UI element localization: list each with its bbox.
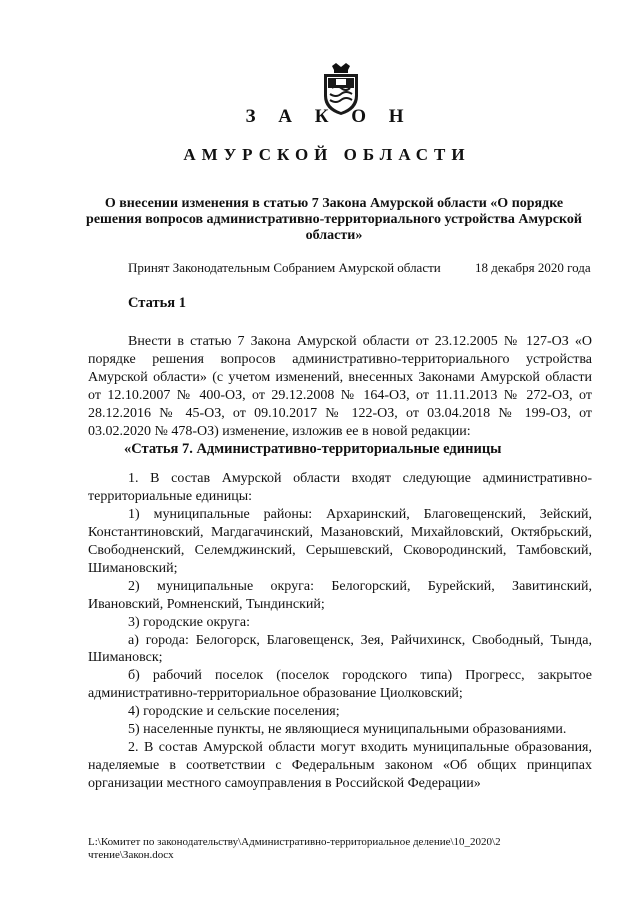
file-path-line-2: чтение\Закон.docx — [88, 849, 174, 861]
new-article-heading: «Статья 7. Административно-территориальные единицы — [124, 441, 502, 458]
item-3-urban-okrugs: 3) городские округа: — [128, 614, 250, 630]
item-3b-settlement: б) рабочий поселок (поселок городского типа) Прогресс, закрытое административно-территориальное образование Циолковский; — [88, 668, 592, 702]
article-body — [88, 333, 592, 793]
item-4-settlements: 4) городские и сельские поселения; — [128, 704, 340, 720]
item-5-localities: 5) населенные пункты, не являющиеся муниципальными образованиями. — [128, 722, 567, 738]
document-type-title: З А К О Н — [245, 106, 413, 127]
file-path-line-1: L:\Комитет по законодательству\Административно-территориальное деление\10_2020\2 — [88, 836, 501, 848]
law-title: О внесении изменения в статью 7 Закона Амурской области «О порядке решения вопросов административно-территориального устройства Амурской области» — [86, 196, 582, 243]
adoption-date: 18 декабря 2020 года — [475, 260, 591, 275]
item-3a-cities: а) города: Белогорск, Благовещенск, Зея, Райчихинск, Свободный, Тында, Шимановск; — [88, 632, 592, 666]
file-path-footer — [88, 836, 588, 862]
adoption-text: Принят Законодательным Собранием Амурской области — [128, 260, 441, 275]
article-intro: Внести в статью 7 Закона Амурской области от 23.12.2005 № 127-ОЗ «О порядке решения вопросов административно-территориального устройства Амурской области» (с учетом изменений, внесенных Законами Амурской области от 12.10.2007 № 400-ОЗ, от 29.12.2008 № 164-ОЗ, от 11.11.2013 № 272-ОЗ, от 28.12.2016 № 45-ОЗ, от 09.10.2017 № 122-ОЗ, от 03.04.2018 № 199-ОЗ, от 03.02.2020 № 478-ОЗ) изменение, изложив ее в новой редакции: — [88, 334, 592, 439]
region-title: АМУРСКОЙ ОБЛАСТИ — [183, 145, 471, 164]
paragraph-2: 2. В состав Амурской области могут входить муниципальные образования, наделяемые в соответствии с Федеральным законом «Об общих принципах организации местного самоуправления в Российской Федерации» — [88, 739, 592, 791]
item-2-municipal-okrugs: 2) муниципальные округа: Белогорский, Бурейский, Завитинский, Ивановский, Ромненский, Тындинский; — [88, 578, 592, 612]
article-heading: Статья 1 — [128, 295, 186, 311]
item-1-districts: 1) муниципальные районы: Архаринский, Благовещенский, Зейский, Константиновский, Магдагачинский, Мазановский, Михайловский, Октябрьский, Свободненский, Селемджинский, Серышевский, Сковородинский, Тамбовский, Шимановский; — [88, 507, 592, 576]
paragraph-1: 1. В состав Амурской области входят следующие административно-территориальные единицы: — [88, 471, 592, 505]
